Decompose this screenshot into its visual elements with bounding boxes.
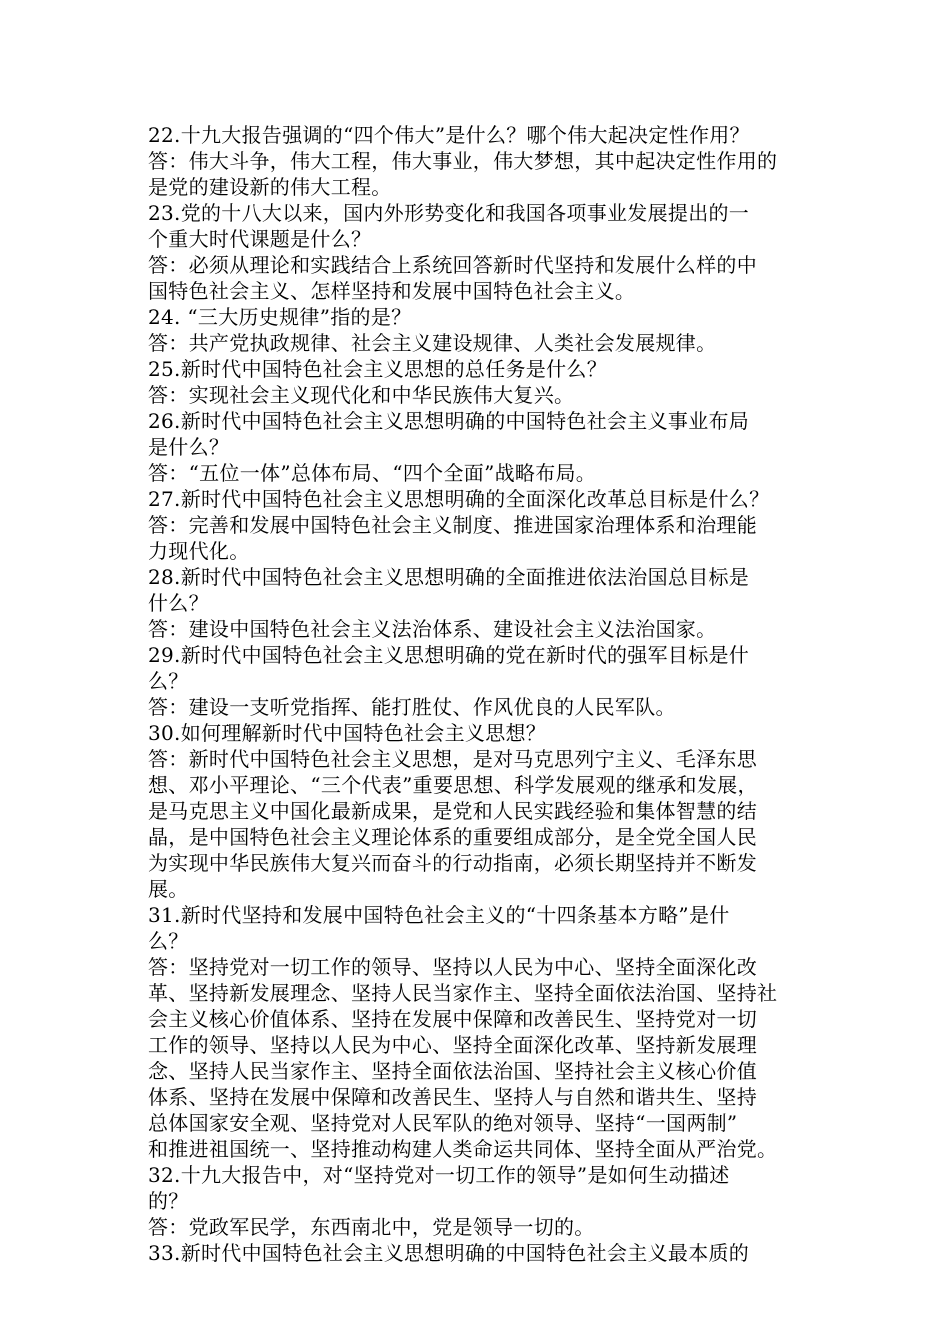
text-line: 答：建设一支听党指挥、能打胜仗、作风优良的人民军队。 — [148, 695, 676, 719]
text-line: 27.新时代中国特色社会主义思想明确的全面深化改革总目标是什么？ — [148, 487, 770, 511]
text-line: 26.新时代中国特色社会主义思想明确的中国特色社会主义事业布局 — [148, 409, 750, 433]
text-line: 33.新时代中国特色社会主义思想明确的中国特色社会主义最本质的 — [148, 1241, 750, 1265]
text-line: 答：必须从理论和实践结合上系统回答新时代坚持和发展什么样的中 — [148, 253, 757, 277]
text-line: 答：实现社会主义现代化和中华民族伟大复兴。 — [148, 383, 575, 407]
text-line: 答：坚持党对一切工作的领导、坚持以人民为中心、坚持全面深化改 — [148, 955, 757, 979]
text-line: 国特色社会主义、怎样坚持和发展中国特色社会主义。 — [148, 279, 636, 303]
text-line: 22.十九大报告强调的“四个伟大”是什么？哪个伟大起决定性作用？ — [148, 123, 750, 147]
text-line: 会主义核心价值体系、坚持在发展中保障和改善民生、坚持党对一切 — [148, 1007, 757, 1031]
text-line: 答：新时代中国特色社会主义思想，是对马克思列宁主义、毛泽东思 — [148, 747, 757, 771]
text-line: 为实现中华民族伟大复兴而奋斗的行动指南，必须长期坚持并不断发 — [148, 851, 757, 875]
text-line: 答：建设中国特色社会主义法治体系、建设社会主义法治国家。 — [148, 617, 717, 641]
text-line: 么？ — [148, 669, 189, 693]
text-line: 30.如何理解新时代中国特色社会主义思想？ — [148, 721, 547, 745]
text-line: 力现代化。 — [148, 539, 250, 563]
text-line: 答：完善和发展中国特色社会主义制度、推进国家治理体系和治理能 — [148, 513, 757, 537]
text-line: 答：共产党执政规律、社会主义建设规律、人类社会发展规律。 — [148, 331, 717, 355]
text-line: 是党的建设新的伟大工程。 — [148, 175, 392, 199]
text-line: 29.新时代中国特色社会主义思想明确的党在新时代的强军目标是什 — [148, 643, 750, 667]
text-line: 念、坚持人民当家作主、坚持全面依法治国、坚持社会主义核心价值 — [148, 1059, 757, 1083]
text-line: 想、邓小平理论、“三个代表”重要思想、科学发展观的继承和发展， — [148, 773, 758, 797]
text-line: 31.新时代坚持和发展中国特色社会主义的“十四条基本方略”是什 — [148, 903, 730, 927]
text-line: 是马克思主义中国化最新成果，是党和人民实践经验和集体智慧的结 — [148, 799, 757, 823]
text-line: 答：伟大斗争，伟大工程，伟大事业，伟大梦想，其中起决定性作用的 — [148, 149, 778, 173]
text-line: 答：党政军民学，东西南北中，党是领导一切的。 — [148, 1215, 595, 1239]
text-line: 25.新时代中国特色社会主义思想的总任务是什么？ — [148, 357, 608, 381]
text-line: 革、坚持新发展理念、坚持人民当家作主、坚持全面依法治国、坚持社 — [148, 981, 778, 1005]
text-line: 23.党的十八大以来，国内外形势变化和我国各项事业发展提出的一 — [148, 201, 750, 225]
text-line: 28.新时代中国特色社会主义思想明确的全面推进依法治国总目标是 — [148, 565, 750, 589]
text-line: 的？ — [148, 1189, 189, 1213]
text-line: 个重大时代课题是什么？ — [148, 227, 372, 251]
text-line: 32.十九大报告中，对“坚持党对一切工作的领导”是如何生动描述 — [148, 1163, 730, 1187]
text-line: 体系、坚持在发展中保障和改善民生、坚持人与自然和谐共生、坚持 — [148, 1085, 757, 1109]
text-line: 24. “三大历史规律”指的是？ — [148, 305, 412, 329]
text-line: 答：“五位一体”总体布局、“四个全面”战略布局。 — [148, 461, 597, 485]
text-line: 么？ — [148, 929, 189, 953]
text-line: 晶，是中国特色社会主义理论体系的重要组成部分，是全党全国人民 — [148, 825, 757, 849]
text-line: 和推进祖国统一、坚持推动构建人类命运共同体、坚持全面从严治党。 — [148, 1137, 778, 1161]
text-line: 是什么？ — [148, 435, 230, 459]
text-line: 展。 — [148, 877, 189, 901]
text-line: 工作的领导、坚持以人民为中心、坚持全面深化改革、坚持新发展理 — [148, 1033, 757, 1057]
text-line: 总体国家安全观、坚持党对人民军队的绝对领导、坚持“一国两制” — [148, 1111, 738, 1135]
text-line: 什么？ — [148, 591, 209, 615]
document-body — [148, 122, 820, 1266]
